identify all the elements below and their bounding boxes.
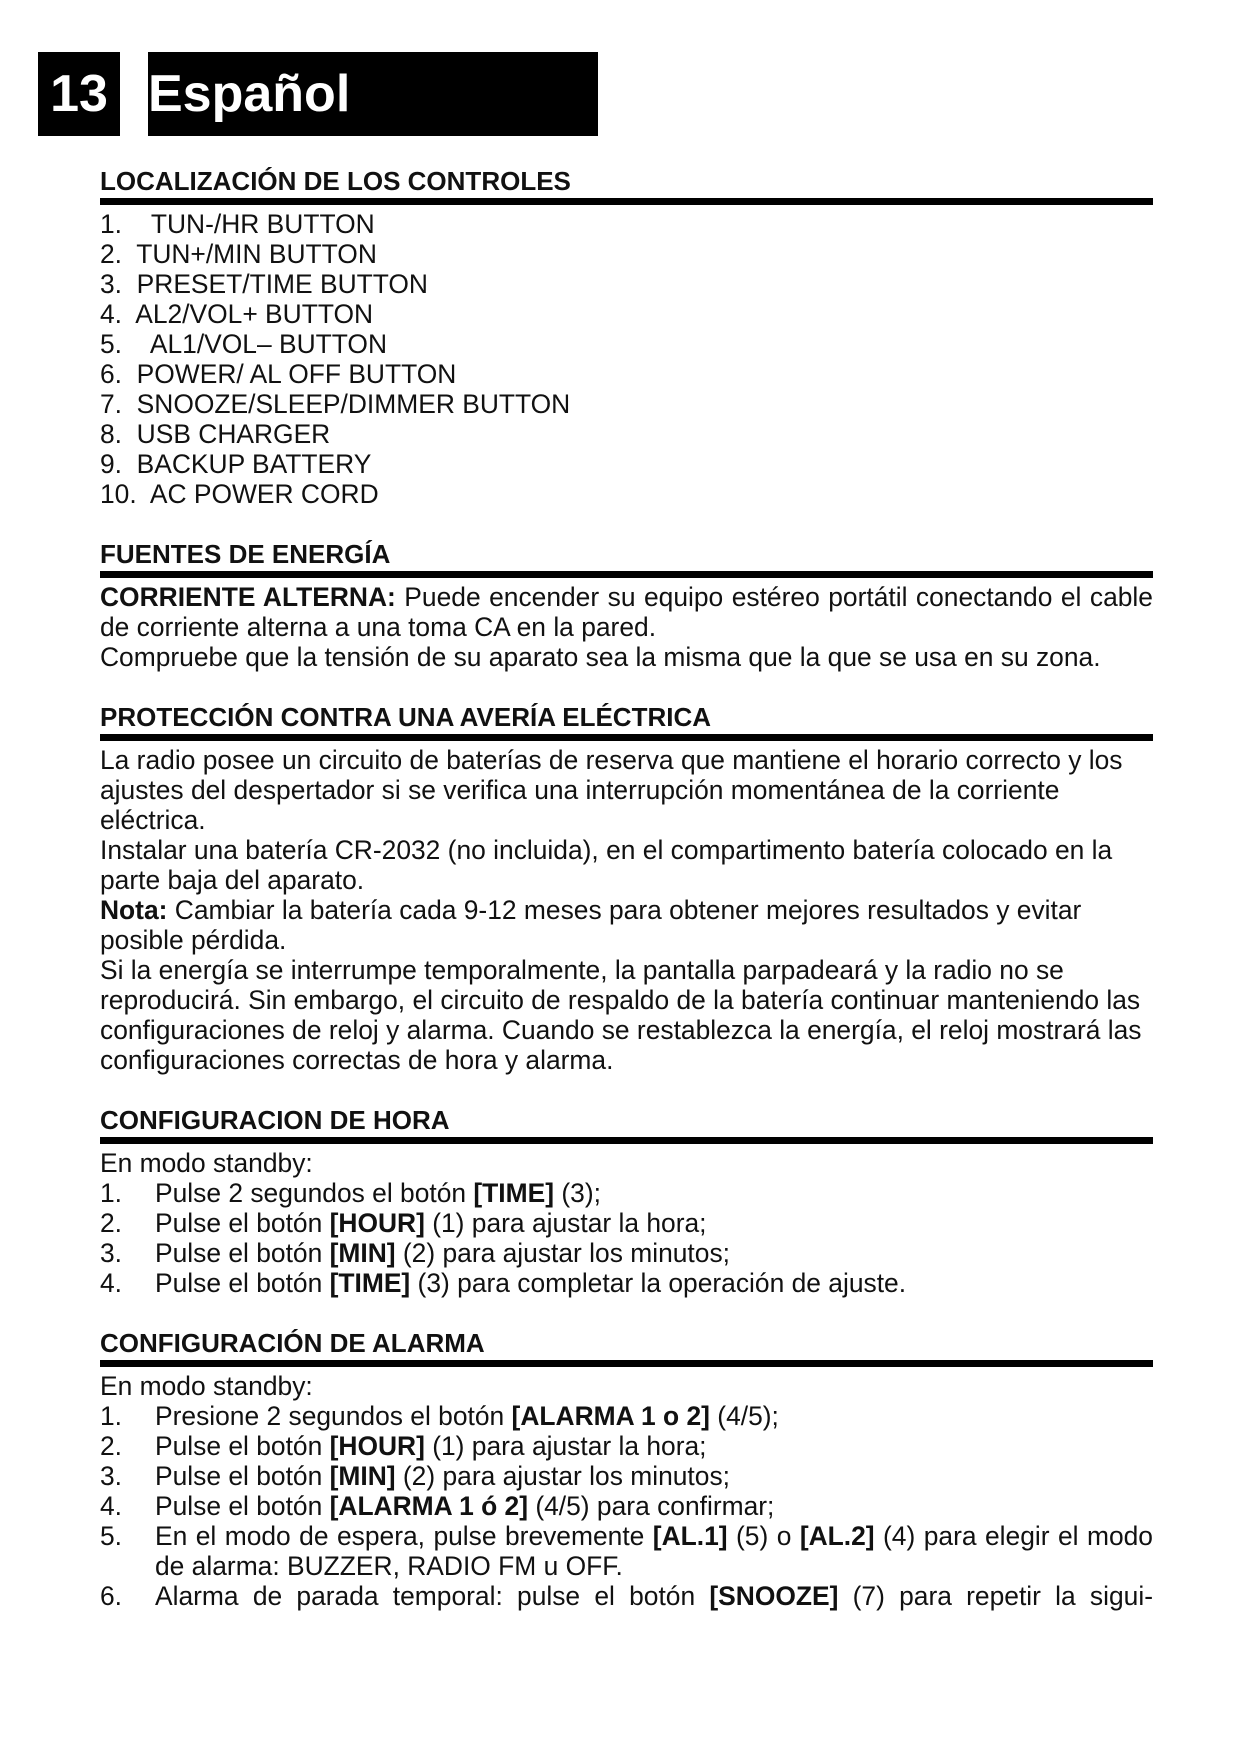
step-text: (4/5) para confirmar; xyxy=(528,1491,775,1521)
step-text: (3) para completar la operación de ajuste. xyxy=(410,1268,907,1298)
protection-note xyxy=(100,895,1153,955)
list-item: 9. BACKUP BATTERY xyxy=(100,449,372,479)
power-section xyxy=(100,539,1153,672)
controls-title: LOCALIZACIÓN DE LOS CONTROLES xyxy=(100,166,1153,205)
page-number: 13 xyxy=(38,52,120,136)
step-text: Pulse el botón xyxy=(155,1238,330,1268)
power-voltage-note: Compruebe que la tensión de su aparato sea la misma que la que se usa en su zona. xyxy=(100,642,1101,672)
controls-list xyxy=(100,209,1153,509)
step-text: Presione 2 segundos el botón xyxy=(155,1401,512,1431)
step-button-ref: [ALARMA 1 o 2] xyxy=(511,1401,710,1431)
alarm-setup-section xyxy=(100,1328,1153,1611)
step-button-ref: [TIME] xyxy=(473,1178,555,1208)
step-number: 6. xyxy=(100,1581,123,1611)
note-text: Cambiar la batería cada 9-12 meses para obtener mejores resultados y evitar posible pérdida. xyxy=(100,895,1082,955)
power-label: CORRIENTE ALTERNA: xyxy=(100,582,396,612)
step-number: 2. xyxy=(100,1431,123,1461)
list-item: 3. PRESET/TIME BUTTON xyxy=(100,269,428,299)
step-button-ref: [HOUR] xyxy=(329,1431,425,1461)
language-header: Español xyxy=(148,52,598,136)
protection-p2: Instalar una batería CR-2032 (no incluida), en el compartimento batería colocado en la parte baja del aparato. xyxy=(100,835,1113,895)
step-text: (4) para elegir el modo de alarma: BUZZER, RADIO FM u OFF. xyxy=(155,1521,1153,1581)
step-text: (1) para ajustar la hora; xyxy=(424,1208,707,1238)
step-text: (4/5); xyxy=(709,1401,779,1431)
list-item: 5. AL1/VOL– BUTTON xyxy=(100,329,387,359)
list-item xyxy=(100,1208,1153,1238)
step-text: (2) para ajustar los minutos; xyxy=(395,1238,730,1268)
list-item: 10. AC POWER CORD xyxy=(100,479,379,509)
time-setup-section xyxy=(100,1105,1153,1298)
alarm-setup-steps xyxy=(100,1401,1153,1611)
power-text: Puede encender su equipo estéreo portátil conectando el cable de corriente alterna a una toma CA en la pared. xyxy=(100,582,1153,642)
protection-p3: Si la energía se interrumpe temporalmente, la pantalla parpadeará y la radio no se reproducirá. Sin embargo, el circuito de respaldo de la batería continuar manteniendo las configuraciones de reloj y alarma. Cuando se restablezca la energía, el reloj mostrará las configuraciones correctas de hora y alarma. xyxy=(100,955,1142,1075)
step-text: Pulse 2 segundos el botón xyxy=(155,1178,474,1208)
alarm-setup-title: CONFIGURACIÓN DE ALARMA xyxy=(100,1328,1153,1367)
step-text: Pulse el botón xyxy=(155,1491,330,1521)
step-text: (5) o xyxy=(727,1521,800,1551)
list-item: 6. POWER/ AL OFF BUTTON xyxy=(100,359,457,389)
list-item xyxy=(100,1521,1153,1581)
list-item xyxy=(100,1461,1153,1491)
power-paragraph xyxy=(100,582,1153,642)
step-text: (3); xyxy=(554,1178,601,1208)
protection-p1: La radio posee un circuito de baterías de reserva que mantiene el horario correcto y los ajustes del despertador si se verifica una interrupción momentánea de la corriente eléctrica. xyxy=(100,745,1123,835)
controls-section xyxy=(100,166,1153,509)
list-item xyxy=(100,1268,1153,1298)
protection-title: PROTECCIÓN CONTRA UNA AVERÍA ELÉCTRICA xyxy=(100,702,1153,741)
step-number: 1. xyxy=(100,1401,123,1431)
time-setup-title: CONFIGURACION DE HORA xyxy=(100,1105,1153,1144)
list-item: 1. TUN-/HR BUTTON xyxy=(100,209,375,239)
list-item xyxy=(100,1238,1153,1268)
step-text: (2) para ajustar los minutos; xyxy=(395,1461,730,1491)
step-number: 3. xyxy=(100,1461,123,1491)
step-number: 4. xyxy=(100,1268,123,1298)
list-item xyxy=(100,1431,1153,1461)
time-setup-steps xyxy=(100,1178,1153,1298)
step-text: Pulse el botón xyxy=(155,1461,330,1491)
step-number: 1. xyxy=(100,1178,123,1208)
list-item xyxy=(100,1178,1153,1208)
step-text: Pulse el botón xyxy=(155,1208,330,1238)
step-button-ref: [MIN] xyxy=(329,1238,396,1268)
list-item: 8. USB CHARGER xyxy=(100,419,331,449)
step-button-ref: [AL.2] xyxy=(799,1521,875,1551)
step-text: Pulse el botón xyxy=(155,1431,330,1461)
step-text: (7) para repetir la sigui- xyxy=(838,1581,1153,1611)
list-item: 4. AL2/VOL+ BUTTON xyxy=(100,299,374,329)
list-item xyxy=(100,1491,1153,1521)
note-label: Nota: xyxy=(100,895,168,925)
step-text: Pulse el botón xyxy=(155,1268,330,1298)
step-button-ref: [AL.1] xyxy=(652,1521,728,1551)
manual-content xyxy=(100,166,1153,1641)
step-number: 5. xyxy=(100,1521,123,1551)
power-title: FUENTES DE ENERGÍA xyxy=(100,539,1153,578)
alarm-setup-intro: En modo standby: xyxy=(100,1371,313,1401)
step-number: 3. xyxy=(100,1238,123,1268)
time-setup-intro: En modo standby: xyxy=(100,1148,313,1178)
step-number: 4. xyxy=(100,1491,123,1521)
protection-section xyxy=(100,702,1153,1075)
step-button-ref: [HOUR] xyxy=(329,1208,425,1238)
list-item xyxy=(100,1401,1153,1431)
step-button-ref: [MIN] xyxy=(329,1461,396,1491)
step-button-ref: [SNOOZE] xyxy=(709,1581,839,1611)
step-text: Alarma de parada temporal: pulse el botón xyxy=(155,1581,710,1611)
step-text: (1) para ajustar la hora; xyxy=(424,1431,707,1461)
step-button-ref: [TIME] xyxy=(329,1268,411,1298)
list-item: 2. TUN+/MIN BUTTON xyxy=(100,239,377,269)
step-number: 2. xyxy=(100,1208,123,1238)
list-item xyxy=(100,1581,1153,1611)
step-button-ref: [ALARMA 1 ó 2] xyxy=(329,1491,528,1521)
list-item: 7. SNOOZE/SLEEP/DIMMER BUTTON xyxy=(100,389,571,419)
step-text: En el modo de espera, pulse brevemente xyxy=(155,1521,653,1551)
